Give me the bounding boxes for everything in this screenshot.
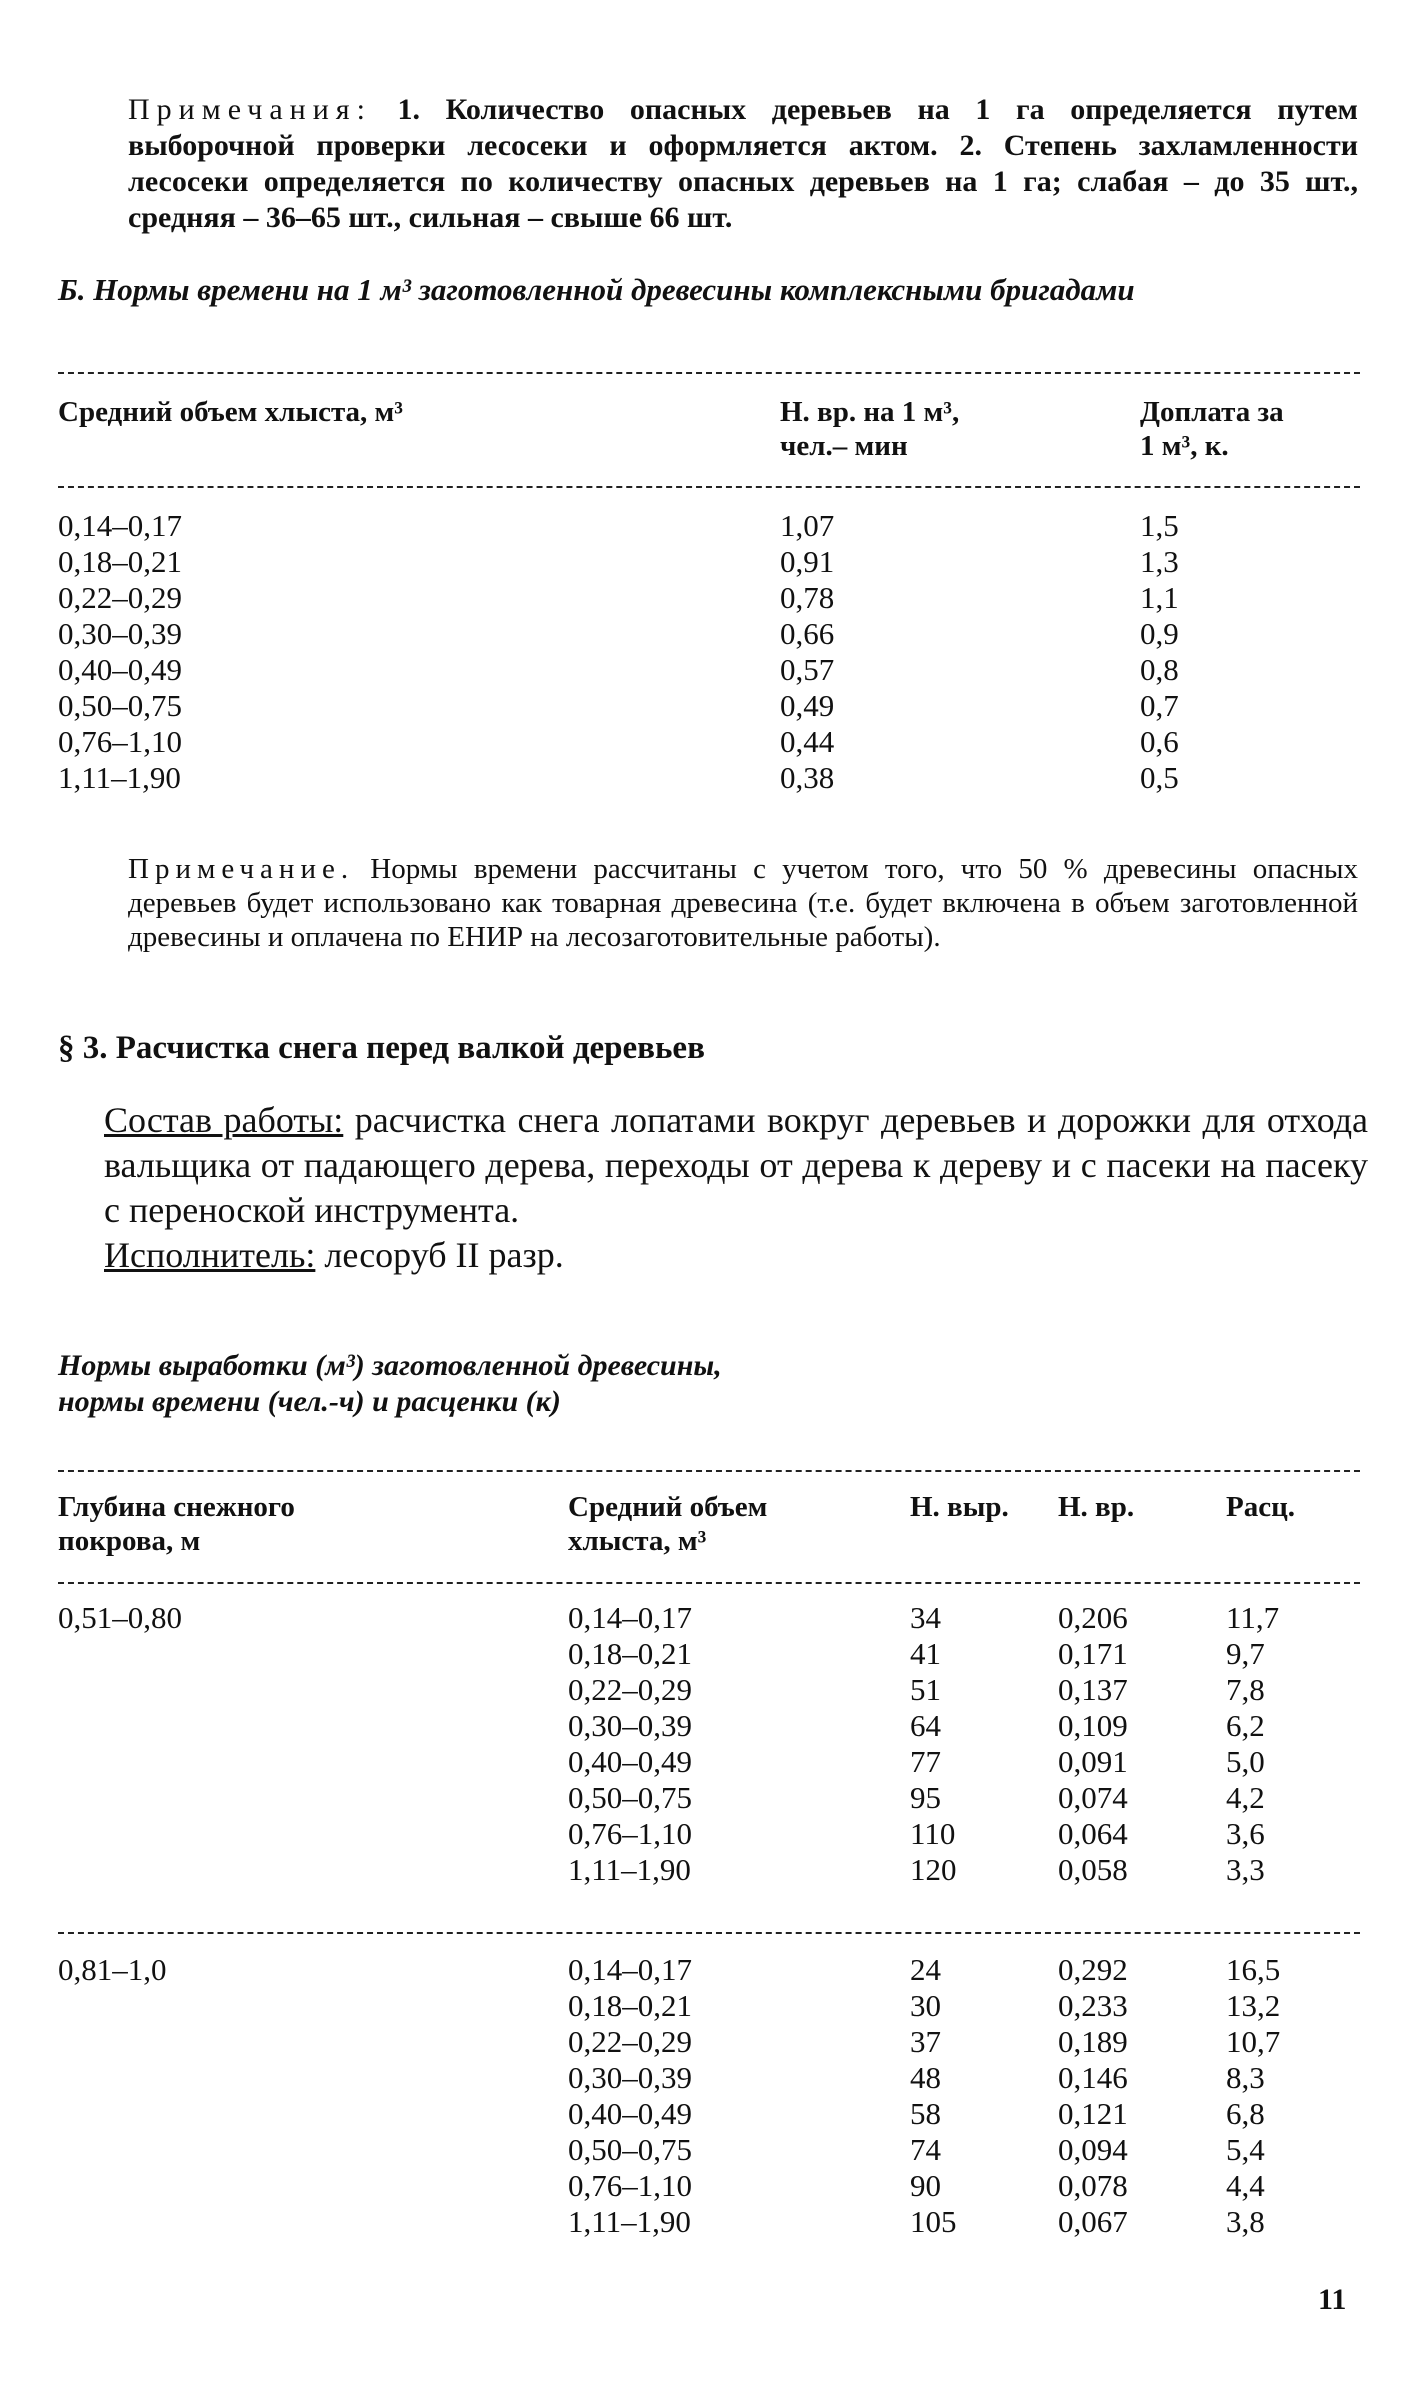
table-cell: 37 xyxy=(910,2024,941,2059)
table-cell: 0,66 xyxy=(780,616,835,651)
table-cell: 0,14–0,17 xyxy=(568,1952,692,1987)
table-2-header-output: Н. выр. xyxy=(910,1491,1009,1523)
table-cell: 0,22–0,29 xyxy=(58,580,182,615)
performer-text: лесоруб II разр. xyxy=(315,1235,564,1275)
table-cell: 13,2 xyxy=(1226,1988,1281,2023)
table-cell: 30 xyxy=(910,1988,941,2023)
table-cell: 120 xyxy=(910,1852,957,1887)
table-cell: 7,8 xyxy=(1226,1672,1265,1707)
table-cell: 0,078 xyxy=(1058,2168,1128,2203)
table-cell: 6,2 xyxy=(1226,1708,1265,1743)
table-cell: 9,7 xyxy=(1226,1636,1265,1671)
note-1-label: Примечания: xyxy=(128,93,372,126)
table-cell: 74 xyxy=(910,2132,941,2167)
table-2-title: Нормы выработки (м³) заготовленной древесины, нормы времени (чел.-ч) и расценки (к) xyxy=(58,1349,722,1418)
work-composition-text: расчистка снега лопатами вокруг деревьев и дорожки для отхода вальщика от падающего дерева, переходы от дерева к дереву и с пасеки на пасеку с переноской инструмента. xyxy=(104,1100,1368,1230)
table-2-group-1-outputs xyxy=(910,1600,957,1888)
table-cell: 0,9 xyxy=(1140,616,1179,651)
table-cell: 1,11–1,90 xyxy=(568,1852,691,1887)
work-composition xyxy=(58,1098,1368,1233)
table-cell: 0,50–0,75 xyxy=(568,2132,692,2167)
table-cell: 0,064 xyxy=(1058,1816,1128,1851)
table-cell: 0,8 xyxy=(1140,652,1179,687)
table-cell: 41 xyxy=(910,1636,941,1671)
table-cell: 0,091 xyxy=(1058,1744,1128,1779)
table-cell: 1,11–1,90 xyxy=(568,2204,691,2239)
table-cell: 0,292 xyxy=(1058,1952,1128,1987)
table-cell: 3,8 xyxy=(1226,2204,1265,2239)
table-cell: 0,76–1,10 xyxy=(568,1816,692,1851)
table-1-header-norm: Н. вр. на 1 м³, чел.– мин xyxy=(780,396,960,462)
table-cell: 0,109 xyxy=(1058,1708,1128,1743)
table-1-column-norm xyxy=(780,508,834,796)
table-cell: 0,51–0,80 xyxy=(58,1600,182,1635)
table-2-group-1-volumes xyxy=(568,1600,692,1888)
table-cell: 5,4 xyxy=(1226,2132,1265,2167)
table-2-header-rule xyxy=(58,1582,1360,1584)
note-1 xyxy=(58,92,1358,236)
table-2-top-rule xyxy=(58,1470,1360,1472)
table-cell: 0,76–1,10 xyxy=(568,2168,692,2203)
section-3-body xyxy=(58,1098,1368,1278)
table-cell: 0,121 xyxy=(1058,2096,1128,2131)
table-cell: 64 xyxy=(910,1708,941,1743)
table-cell: 58 xyxy=(910,2096,941,2131)
table-cell: 4,4 xyxy=(1226,2168,1265,2203)
table-1-header-volume: Средний объем хлыста, м³ xyxy=(58,396,403,428)
table-cell: 0,40–0,49 xyxy=(568,2096,692,2131)
table-cell: 0,233 xyxy=(1058,1988,1128,2023)
table-cell: 0,5 xyxy=(1140,760,1179,795)
table-cell: 5,0 xyxy=(1226,1744,1265,1779)
table-cell: 0,30–0,39 xyxy=(58,616,182,651)
table-cell: 48 xyxy=(910,2060,941,2095)
table-cell: 0,074 xyxy=(1058,1780,1128,1815)
table-cell: 0,40–0,49 xyxy=(568,1744,692,1779)
table-cell: 0,14–0,17 xyxy=(58,508,182,543)
table-cell: 0,7 xyxy=(1140,688,1179,723)
page-number: 11 xyxy=(1318,2283,1347,2316)
table-cell: 0,146 xyxy=(1058,2060,1128,2095)
table-2-group-2-rates xyxy=(1226,1952,1280,2240)
table-1-header-surcharge: Доплата за 1 м³, к. xyxy=(1140,396,1284,462)
table-2-header-volume: Средний объем хлыста, м³ xyxy=(568,1491,768,1557)
table-cell: 51 xyxy=(910,1672,941,1707)
table-cell: 0,44 xyxy=(780,724,835,759)
table-cell: 0,91 xyxy=(780,544,835,579)
table-2-group-2-volumes xyxy=(568,1952,692,2240)
table-1-column-surcharge xyxy=(1140,508,1179,796)
table-cell: 10,7 xyxy=(1226,2024,1281,2059)
table-cell: 0,067 xyxy=(1058,2204,1128,2239)
table-cell: 0,30–0,39 xyxy=(568,1708,692,1743)
table-cell: 3,6 xyxy=(1226,1816,1265,1851)
table-cell: 16,5 xyxy=(1226,1952,1281,1987)
table-cell: 24 xyxy=(910,1952,941,1987)
table-cell: 4,2 xyxy=(1226,1780,1265,1815)
table-1-header-rule xyxy=(58,486,1360,488)
table-cell: 0,22–0,29 xyxy=(568,2024,692,2059)
table-cell: 0,6 xyxy=(1140,724,1179,759)
table-cell: 0,137 xyxy=(1058,1672,1128,1707)
table-cell: 0,18–0,21 xyxy=(568,1988,692,2023)
table-cell: 3,3 xyxy=(1226,1852,1265,1887)
note-2-text: Нормы времени рассчитаны с учетом того, что 50 % древесины опасных деревьев будет использовано как товарная древесина (т.е. будет включена в объем заготовленной древесины и оплачена по ЕНИР на лесозаготовительные работы). xyxy=(128,853,1358,953)
table-cell: 105 xyxy=(910,2204,957,2239)
table-cell: 0,206 xyxy=(1058,1600,1128,1635)
table-2-header-time: Н. вр. xyxy=(1058,1491,1135,1523)
table-cell: 6,8 xyxy=(1226,2096,1265,2131)
table-1-top-rule xyxy=(58,372,1360,374)
table-cell: 1,07 xyxy=(780,508,835,543)
table-cell: 0,40–0,49 xyxy=(58,652,182,687)
work-composition-label: Состав работы: xyxy=(104,1100,344,1140)
table-cell: 0,76–1,10 xyxy=(58,724,182,759)
performer-label: Исполнитель: xyxy=(104,1235,316,1275)
table-cell: 0,78 xyxy=(780,580,835,615)
table-cell: 1,5 xyxy=(1140,508,1179,543)
table-cell: 0,189 xyxy=(1058,2024,1128,2059)
table-cell: 1,1 xyxy=(1140,580,1179,615)
table-cell: 0,38 xyxy=(780,760,835,795)
table-2-group-1-rates xyxy=(1226,1600,1279,1888)
table-cell: 110 xyxy=(910,1816,956,1851)
table-cell: 77 xyxy=(910,1744,941,1779)
table-1-column-volume xyxy=(58,508,182,796)
table-cell: 0,171 xyxy=(1058,1636,1128,1671)
table-2-group-2-depth xyxy=(58,1952,167,1988)
table-cell: 0,094 xyxy=(1058,2132,1128,2167)
table-cell: 0,14–0,17 xyxy=(568,1600,692,1635)
table-cell: 0,50–0,75 xyxy=(58,688,182,723)
table-2-group-1-times xyxy=(1058,1600,1128,1888)
table-cell: 0,058 xyxy=(1058,1852,1128,1887)
table-2-header-depth: Глубина снежного покрова, м xyxy=(58,1491,295,1557)
note-2 xyxy=(58,852,1358,954)
table-2-group-2-outputs xyxy=(910,1952,957,2240)
table-cell: 0,50–0,75 xyxy=(568,1780,692,1815)
table-cell: 95 xyxy=(910,1780,941,1815)
table-2-group-rule xyxy=(58,1932,1360,1934)
table-cell: 0,49 xyxy=(780,688,835,723)
table-cell: 8,3 xyxy=(1226,2060,1265,2095)
note-1-text: 1. Количество опасных деревьев на 1 га определяется путем выборочной проверки лесосеки и оформляется актом. 2. Степень захламленности лесосеки определяется по количеству опасных деревьев на 1 га; слабая – до 35 шт., средняя – 36–65 шт., сильная – свыше 66 шт. xyxy=(128,93,1358,234)
table-cell: 1,11–1,90 xyxy=(58,760,181,795)
table-cell: 90 xyxy=(910,2168,941,2203)
section-3-title: § 3. Расчистка снега перед валкой деревьев xyxy=(58,1030,705,1066)
table-cell: 0,18–0,21 xyxy=(58,544,182,579)
table-2-group-2-times xyxy=(1058,1952,1128,2240)
table-cell: 0,22–0,29 xyxy=(568,1672,692,1707)
table-cell: 1,3 xyxy=(1140,544,1179,579)
table-2-group-1-depth xyxy=(58,1600,182,1636)
table-cell: 0,81–1,0 xyxy=(58,1952,167,1987)
performer xyxy=(58,1233,1368,1278)
table-cell: 11,7 xyxy=(1226,1600,1280,1635)
table-cell: 0,18–0,21 xyxy=(568,1636,692,1671)
table-cell: 0,30–0,39 xyxy=(568,2060,692,2095)
section-b-title: Б. Нормы времени на 1 м³ заготовленной древесины комплексными бригадами xyxy=(58,272,1135,307)
note-2-label: Примечание. xyxy=(128,853,355,885)
table-cell: 34 xyxy=(910,1600,941,1635)
table-2-header-rate: Расц. xyxy=(1226,1491,1296,1523)
table-cell: 0,57 xyxy=(780,652,835,687)
